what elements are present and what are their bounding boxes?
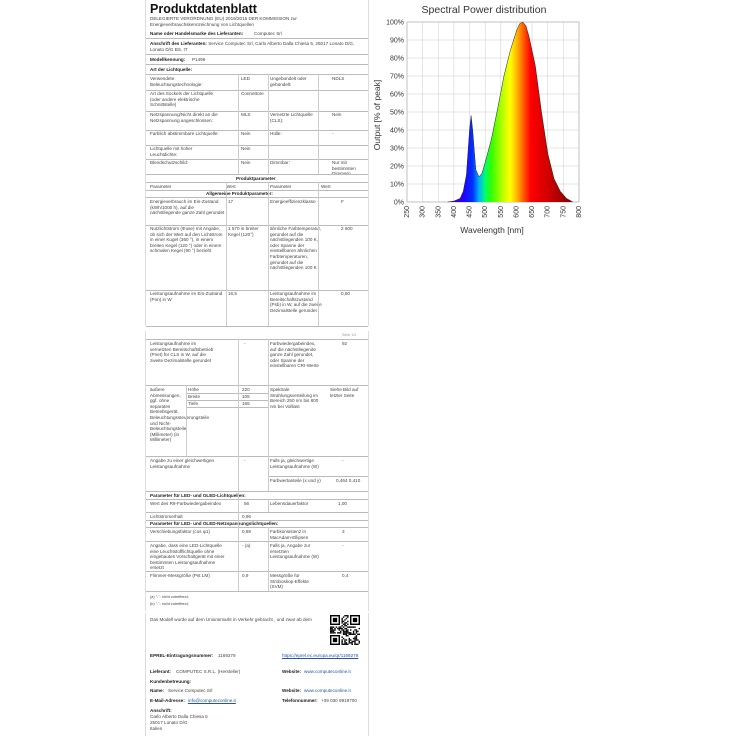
col-param-1: Parameter [150,184,172,189]
dims-value: 105 [242,394,250,399]
cos-value: 0,89 [242,529,251,534]
type-row-label: Netzspannung/Nicht direkt an die Netzspannung angeschlossen: [150,112,218,123]
x-tick-label: 400 [450,206,458,218]
y-tick-label: 50% [389,109,404,117]
datasheet-page-1 [145,0,369,326]
x-tick-label: 700 [544,206,552,218]
type-row-label: Art des Sockels der Lichtquelle (oder andere elektrische Schnittstelle) [150,91,214,108]
datasheet-page-2 [145,331,369,611]
general-row-value: 17 [228,199,234,204]
supplier-address: Anschrift des Lieferanten: Service Computec Srl, Carlo Alberto Dalla Chiesa 5, 25017 Lonato D/G, Lonato D/G BS, IT [150,41,355,52]
y-tick-label: 30% [389,145,404,153]
x-tick-label: 500 [482,206,490,218]
y-axis-label: Output [% of peak] [372,79,382,151]
y-tick-label: 100% [386,19,404,27]
light-source-type-header: Art der Lichtquelle: [150,67,193,72]
type-row-label: Lichtquelle mit hoher Leuchtdichte: [150,146,193,157]
x-tick-label: 300 [419,206,427,218]
mains-header: Parameter für LED- und OLED-Netzspannungslichtquellen: [150,521,279,526]
y-tick-label: 80% [389,55,404,63]
spectral-chart [369,0,586,240]
y-tick-label: 10% [389,181,404,189]
type-row-value: Connettore [241,91,264,96]
y-tick-label: 40% [389,127,404,135]
dims-value: 165 [242,401,250,406]
x-tick-label: 350 [435,206,443,218]
x-tick-label: 550 [497,206,505,218]
color-consistency-label: Farbkonsistenz in MacAdam-Ellipsen [270,529,309,540]
dims-label: äußere Abmessungen, ggf. ohne separates Betriebsgerät, Beleuchtungssteuerungsteile und Nicht-Beleuchtungsteile (Millimeter) (in Millimeter) [150,387,209,443]
type-row-label-2: Hülle: [270,131,282,136]
datasheet-page-3 [145,613,369,736]
lieferant-label: Lieferant: [150,669,171,674]
life-value: 1,00 [338,501,347,506]
type-row-value: LED [241,76,250,81]
email-label: E-Mail-Adresse: [150,698,185,703]
eprel-link[interactable]: https://eprel.ec.europa.eu/qr/1169279 [282,653,359,658]
type-row-value-2: NDLS [332,76,345,81]
general-row-label: Leistungsaufnahme im Ein-Zustand (Pon) in W [150,291,223,302]
x-tick-label: 800 [576,206,583,218]
name-label: Name: [150,688,165,693]
dims-value: 220 [242,387,250,392]
type-row-value: Nein [241,131,251,136]
equiv-w-value: - [342,458,344,463]
doc-title: Produktdatenblatt [150,2,257,16]
equiv-value: - [244,458,246,463]
equiv-label: Angabe zu einer gleichwertigen Leistungsaufnahme [150,458,215,469]
chroma-label: Farbwertanteile (x und y) [270,478,321,483]
type-row-label-2: Vernetzte Lichtquelle (CLS): [270,112,313,123]
led-header: Parameter für LED- und OLED-Lichtquellen: [150,493,246,498]
dims-key: Höhe [188,387,199,392]
cri-label: Farbwiedergabeindex, auf die nächstliegende ganze Zahl gerundet, oder Spanne der einstellbaren CRI-Werte [270,341,319,369]
stroboscopic-value: 0,4 [342,573,349,578]
r9-value: 56 [244,501,250,506]
phone-value: +39 030 9919700 [321,698,357,703]
model-value: P1496 [192,57,206,62]
chroma-value: 0,464 0,410 [336,478,361,483]
col-value-1: Wert [226,184,236,189]
email-link[interactable]: info@computeconline.it [188,698,236,703]
flicker-label: Flimmer-Messgröße (Pst LM) [150,573,210,578]
replacement-w-value: - [342,543,344,548]
x-tick-label: 450 [466,206,474,218]
y-tick-label: 70% [389,73,404,81]
footnote-1: (a) "-": nicht zutreffend; [150,595,189,599]
type-row-label-2: Dimmbar: [270,160,290,165]
website-label: Website: [282,669,302,674]
pnet-label: Leistungsaufnahme im vernetzten Bereitschaftsbetrieb (Pnet) für CLS in W, auf die zweite Dezimalstelle gerundet [150,341,214,363]
life-label: Lebensdauerfaktor [270,501,309,506]
address2-label: Anschrift: [150,708,172,713]
x-tick-label: 600 [513,206,521,218]
type-row-value-2: - [332,131,334,136]
cos-label: Verschiebungsfaktor (cos φ1) [150,529,210,534]
general-row-label-2: ähnliche Farbtemperatur, gerundet auf die nächstliegenden 100 K, oder Spanne der einstellbaren ähnlichen Farbtemperaturen, gerundet auf die nächstliegenden 100 K [270,226,322,271]
type-row-value: MLS [241,112,251,117]
spectral-chart-svg [369,0,586,240]
address2-line2: 25017 Lonato D/G [150,720,188,725]
maint-value: 0,96 [242,514,251,519]
general-row-label-2: Energieeffizienzklasse [270,199,316,204]
website2-link[interactable]: www.computeconline.it [304,688,351,693]
footnote-2: (b) "-": nicht zutreffend; [150,602,189,606]
website2-label: Website: [282,688,302,693]
supplier-label: Name oder Handelsmarke des Lieferanten: [150,31,244,36]
replacement-value: - (a) [242,543,251,548]
eprel-value: 1169279 [218,653,236,658]
type-row-value: Nein [241,146,251,151]
dims-key: Tiefe [188,401,199,406]
r9-label: Wert des R9-Farbwiedergabeindex [150,501,222,506]
stroboscopic-label: Messgröße für Stroboskop-Effekte (SVM) [270,573,309,590]
general-row-label: Energieverbrauch im Ein-Zustand (kWh/1000 h), auf die nächstliegende ganze Zahl gerundet [150,199,225,216]
phone-label: Telefonnummer: [282,698,318,703]
general-row-value: 16,5 [228,291,237,296]
pnet-value: - [244,341,246,346]
regulation-text: DELEGIERTE VERORDNUNG (EU) 2019/2015 DER KOMMISSION zur Energieverbrauchskennzeichnung von Lichtquellen [150,16,297,27]
general-row-label-2: Leistungsaufnahme im Bereitschaftszustand (Psb) in W, auf die zweite Dezimalstelle gerundet [270,291,322,313]
address2-line3: Italien [150,726,163,731]
col-value-2: Wert [321,184,331,189]
type-row-label-2: Ungebündelt oder gebündelt: [270,76,307,87]
y-tick-label: 90% [389,37,404,45]
x-axis-label: Wavelength [nm] [460,225,524,235]
customer-service-label: Kundenbetreuung: [150,679,192,684]
y-tick-label: 60% [389,91,404,99]
y-tick-label: 0% [393,199,404,207]
eprel-label: EPREL-Eintragungsnummer: [150,653,214,658]
general-params-header: Allgemeine Produktparameter: [206,191,273,196]
color-consistency-value: 3 [342,529,345,534]
product-params-header: Produktparameter [236,176,276,181]
replacement-label: Angabe, dass eine LED-Lichtquelle eine Leuchtstofflichtquelle ohne eingebautes Vorschaltgerät mit einer bestimmten Leistungsaufnahme ersetzt [150,543,225,571]
supplier-value: Computec Srl [254,31,282,36]
general-row-value-2: 2 600 [341,226,353,231]
general-row-value-2: 0,50 [341,291,350,296]
type-row-value-2: Nur mit bestimmten Dimmern [332,160,356,177]
cri-value: 92 [342,341,348,346]
equiv-w-label: Falls ja, gleichwertige Leistungsaufnahme (W) [270,458,319,469]
type-row-value-2: Nein [332,112,342,117]
model-label: Modellkennung: [150,57,186,62]
type-row-label: Blendschutzschild: [150,160,189,165]
general-row-label: Nutzlichtstrom (Φuse) mit Angabe, ob sich der Wert auf den Lichtstrom in einer Kugel (360 °), in einem breiten Kegel (120 °) oder in einem schmalen Kegel (90 °) bezieht [150,226,223,254]
x-tick-label: 750 [560,206,568,218]
spectral-label: Spektrale Strahlungsverteilung im Bereich 250 nm bis 800 nm bei Volllast [270,387,319,409]
qr-code-image [330,615,360,645]
flicker-value: 0,9 [242,573,249,578]
page-number: Seite 1/3 [342,333,357,337]
type-row-value: Nein [241,160,251,165]
type-row-label: Farblich abstimmbare Lichtquelle: [150,131,219,136]
maint-label: Lichtstromerhalt [150,514,183,519]
address2-line1: Carlo Alberto Dalla Chiesa 5 [150,714,208,719]
name-value: Service Computec Srl [168,688,213,693]
type-row-label: Verwendete Beleuchtungstechnologie: [150,76,203,87]
market-text: Das Modell wurde auf dem Unionsmarkt in Verkehr gebracht , und zwar ab dem [150,617,312,622]
dims-key: Breite [188,394,201,399]
col-param-2: Parameter [270,184,292,189]
x-tick-label: 250 [404,206,411,218]
general-row-value: 1 570 in breiter Kegel (120°) [228,226,259,237]
general-row-value-2: F [341,199,344,204]
website-link[interactable]: www.computeconline.it [304,669,351,674]
y-tick-label: 20% [389,163,404,171]
spectral-value: Siehe Bild auf letzter Seite [330,387,359,398]
x-tick-label: 650 [529,206,537,218]
replacement-w-label: Falls ja, Angabe zur ersetzten Leistungsaufnahme (W) [270,543,319,560]
lieferant-value: COMPUTEC S.R.L. (Hersteller) [176,669,241,674]
chart-title: Spectral Power distribution [421,4,547,16]
